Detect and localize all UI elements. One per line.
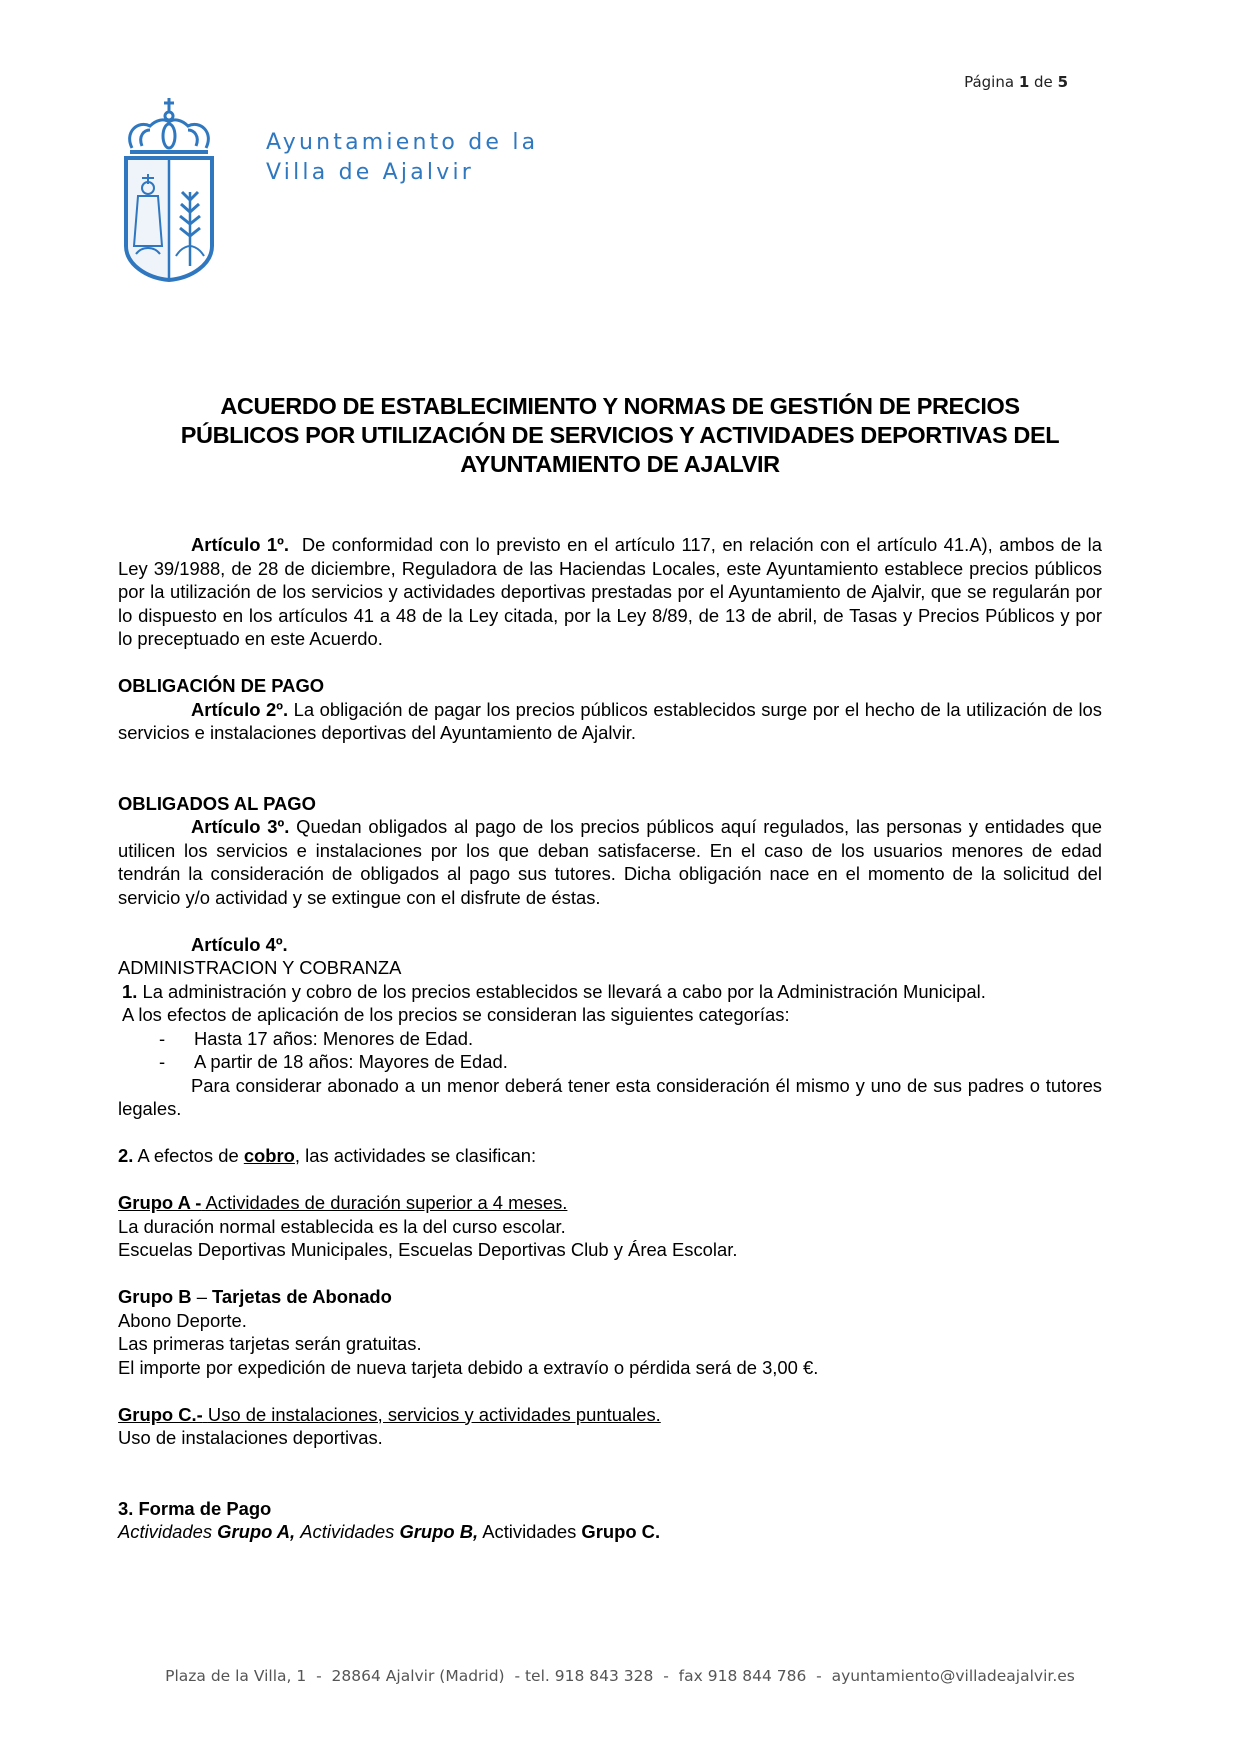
article-3-text: Quedan obligados al pago de los precios públicos aquí regulados, las personas y entidades que utilicen los servicios e instalaciones por los que deban satisfacerse. En el caso de los usuarios menores de edad tendrán la consideración de obligados al pago sus tutores. Dicha obligación nace en el momento de la solicitud del servicio y/o actividad y se extingue con el disfrute de éstas. bbox=[118, 816, 1102, 908]
grupo-a-heading bbox=[118, 1191, 1102, 1215]
crown-inner-arch-left bbox=[141, 130, 150, 146]
point-2-number: 2. bbox=[118, 1145, 134, 1166]
obligacion-heading: OBLIGACIÓN DE PAGO bbox=[118, 675, 325, 696]
grupo-c-heading bbox=[118, 1403, 1102, 1427]
grupo-b-line-1: Abono Deporte. bbox=[118, 1309, 247, 1331]
grupo-c-label: Grupo C.- bbox=[118, 1403, 203, 1425]
page-current: 1 bbox=[1018, 73, 1030, 91]
article-4-point-1 bbox=[118, 980, 1102, 1004]
organization-name bbox=[266, 128, 538, 188]
grupo-b-label: Grupo B bbox=[118, 1286, 192, 1307]
article-1-label: Artículo 1º. bbox=[191, 534, 289, 555]
forma-pago-b-group: Grupo B, bbox=[399, 1521, 479, 1542]
category-1-text: Hasta 17 años: Menores de Edad. bbox=[194, 1027, 474, 1049]
grupo-c-line-1: Uso de instalaciones deportivas. bbox=[118, 1427, 383, 1448]
title-line-1: ACUERDO DE ESTABLECIMIENTO Y NORMAS DE GESTIÓN DE PRECIOS bbox=[220, 393, 1020, 419]
page-number bbox=[964, 73, 1068, 91]
document-title bbox=[118, 392, 1122, 479]
grupo-c-title: Uso de instalaciones, servicios y actividades puntuales. bbox=[207, 1403, 661, 1425]
article-3 bbox=[118, 815, 1102, 909]
categories-intro: A los efectos de aplicación de los precios se consideran las siguientes categorías: bbox=[122, 1004, 790, 1025]
coat-of-arms-logo bbox=[120, 96, 218, 282]
forma-pago-a-pre: Actividades bbox=[118, 1521, 213, 1542]
page-total: 5 bbox=[1057, 73, 1068, 91]
grupo-a-line-2: Escuelas Deportivas Municipales, Escuelas Deportivas Club y Área Escolar. bbox=[118, 1239, 738, 1260]
article-2 bbox=[118, 698, 1102, 745]
grupo-a-title: Actividades de duración superior a 4 meses. bbox=[205, 1192, 568, 1213]
footer-contact: Plaza de la Villa, 1 - 28864 Ajalvir (Madrid) - tel. 918 843 328 - fax 918 844 786 - ayuntamiento@villadeajalvir.es bbox=[165, 1667, 1075, 1685]
article-1-text: De conformidad con lo previsto en el artículo 117, en relación con el artículo 41.A), ambos de la Ley 39/1988, de 28 de diciembre, Reguladora de las Haciendas Locales, este Ayuntamiento establece precios públicos por la utilización de los servicios y actividades deportivas prestadas por el Ayuntamiento de Ajalvir, que se regularán por lo dispuesto en los artículos 41 a 48 de la Ley citada, por la Ley 8/89, de 13 de abril, de Tasas y Precios Públicos y por lo preceptuado en este Acuerdo. bbox=[118, 534, 1102, 649]
article-2-label: Artículo 2º. bbox=[191, 698, 289, 720]
article-3-label: Artículo 3º. bbox=[191, 816, 290, 837]
dash-bullet: - bbox=[159, 1027, 166, 1049]
point-2-cobro: cobro bbox=[243, 1145, 295, 1166]
forma-pago-line bbox=[118, 1520, 1102, 1544]
forma-pago-c-group: Grupo C. bbox=[581, 1521, 661, 1542]
grupo-b-separator: – bbox=[196, 1286, 207, 1307]
crown-center-jewel bbox=[163, 124, 175, 148]
shield-left-tint bbox=[126, 158, 169, 280]
title-line-2: PÚBLICOS POR UTILIZACIÓN DE SERVICIOS Y ACTIVIDADES DEPORTIVAS DEL bbox=[180, 422, 1060, 448]
article-2-text: La obligación de pagar los precios públicos establecidos surge por el hecho de la utilización de los servicios e instalaciones deportivas del Ayuntamiento de Ajalvir. bbox=[118, 698, 1102, 743]
forma-pago-heading: 3. Forma de Pago bbox=[118, 1497, 272, 1519]
page-of: de bbox=[1034, 73, 1053, 91]
document-body bbox=[118, 533, 1102, 1544]
administracion-heading: ADMINISTRACION Y COBRANZA bbox=[118, 957, 402, 978]
point-2-post: , las actividades se clasifican: bbox=[294, 1145, 537, 1166]
article-4-label: Artículo 4º. bbox=[191, 933, 288, 955]
category-item-1 bbox=[118, 1027, 1102, 1051]
grupo-b-line-3: El importe por expedición de nueva tarjeta debido a extravío o pérdida será de 3,00 €. bbox=[118, 1356, 819, 1378]
obligados-heading: OBLIGADOS AL PAGO bbox=[118, 792, 316, 814]
org-line-1: Ayuntamiento de la bbox=[266, 130, 539, 155]
org-line-2: Villa de Ajalvir bbox=[266, 160, 475, 185]
grupo-b-line-2: Las primeras tarjetas serán gratuitas. bbox=[118, 1333, 422, 1354]
forma-pago-c-pre: Actividades bbox=[482, 1521, 577, 1542]
abonado-paragraph: Para considerar abonado a un menor deberá tener esta consideración él mismo y uno de sus padres o tutores legales. bbox=[118, 1074, 1102, 1119]
dash-bullet: - bbox=[159, 1051, 166, 1072]
forma-pago-a-group: Grupo A, bbox=[217, 1521, 296, 1542]
category-item-2 bbox=[118, 1050, 1102, 1074]
crown-orb bbox=[165, 112, 173, 120]
point-2-pre: A efectos de bbox=[137, 1145, 239, 1166]
page-word: Página bbox=[964, 73, 1015, 91]
grupo-a-label: Grupo A - bbox=[118, 1192, 202, 1213]
grupo-b-heading bbox=[118, 1285, 1102, 1309]
point-1-text: La administración y cobro de los precios establecidos se llevará a cabo por la Administración Municipal. bbox=[142, 980, 986, 1002]
point-1-number: 1. bbox=[122, 980, 138, 1002]
forma-pago-b-pre: Actividades bbox=[300, 1521, 395, 1542]
article-1 bbox=[118, 533, 1102, 651]
grupo-a-line-1: La duración normal establecida es la del curso escolar. bbox=[118, 1215, 566, 1237]
category-2-text: A partir de 18 años: Mayores de Edad. bbox=[194, 1051, 508, 1072]
page-footer bbox=[0, 1667, 1240, 1685]
grupo-b-title: Tarjetas de Abonado bbox=[212, 1286, 392, 1307]
title-line-3: AYUNTAMIENTO DE AJALVIR bbox=[460, 451, 780, 477]
article-4-point-2 bbox=[118, 1144, 1102, 1168]
crown-inner-arch-right bbox=[188, 130, 197, 146]
